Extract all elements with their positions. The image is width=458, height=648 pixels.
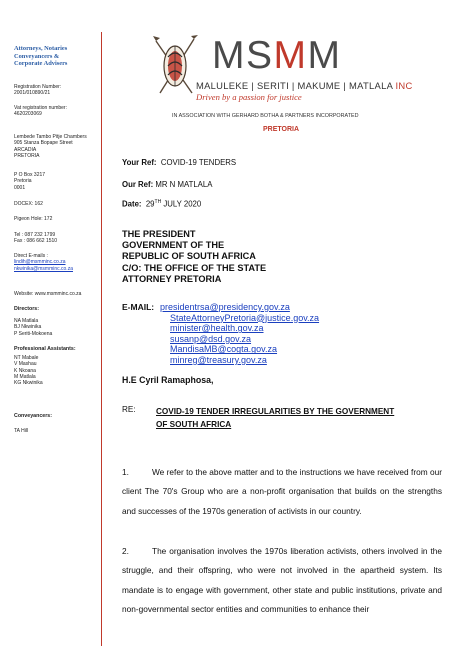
recipient-emails: [160, 302, 319, 366]
email-link[interactable]: MandisaMB@cogta.gov.za: [170, 344, 278, 355]
conveyancers-list: TA Hill: [14, 428, 29, 434]
pigeon-hole: Pigeon Hole: 172: [14, 216, 53, 222]
phone-block: Tel : 087 232 1799 Fax : 086 662 1510: [14, 232, 58, 245]
email-link[interactable]: minreg@treasury.gov.za: [170, 354, 267, 365]
conveyancers-heading: Conveyancers:: [14, 413, 52, 419]
vat-block: Vat registration number: 4620203069: [14, 105, 67, 118]
paragraph-2: 2. The organisation involves the 1970s liberation activists, others involved in the struggle, and their offspring, who were not involved in the apartheid system. Its mandate is to engage with government, other state and public institutions, private and non-governmental sector entities and communities to enhance their: [122, 546, 442, 614]
assistants-list: NT Mabale V Mashau K Nkoana M Matlala KG Nkwinika: [14, 355, 43, 387]
email-link[interactable]: minister@health.gov.za: [170, 323, 264, 334]
letter-date: Date: 29TH JULY 2020: [122, 199, 202, 209]
association-line: IN ASSOCIATION WITH GERHARD BOTHA & PARTNERS INCORPORATED: [172, 113, 359, 119]
email-label: E-MAIL:: [122, 302, 155, 312]
email-link[interactable]: nkwinika@msmminc.co.za: [14, 265, 73, 272]
letterhead-sidebar: [0, 0, 103, 648]
addressee-block: THE PRESIDENT GOVERNMENT OF THE REPUBLIC OF SOUTH AFRICA C/O: THE OFFICE OF THE STATE ATTORNEY PRETORIA: [122, 229, 267, 284]
directors-list: NA Matlala BJ Nkwinika P Seriti-Mokoena: [14, 318, 53, 337]
firm-type: Attorneys, Notaries Conveyancers & Corporate Advisers: [14, 45, 68, 68]
firm-logo: [150, 35, 450, 117]
email-link[interactable]: lindih@msmminc.co.za: [14, 259, 66, 266]
logo-partners: MALULEKE | SERITI | MAKUME | MATLALA INC: [196, 80, 413, 91]
registration-block: Registration Number: 2001/010890/21: [14, 84, 62, 97]
email-link[interactable]: susanp@dsd.gov.za: [170, 333, 252, 344]
postal-address: P O Box 3217 Pretoria 0001: [14, 172, 46, 191]
salutation: H.E Cyril Ramaphosa,: [122, 375, 214, 385]
logo-wordmark: MSMM: [212, 34, 342, 77]
email-link[interactable]: presidentrsa@presidency.gov.za: [160, 302, 290, 312]
assistants-heading: Professional Assistants:: [14, 346, 76, 352]
logo-tagline: Driven by a passion for justice: [196, 92, 302, 102]
email-link[interactable]: StateAttorneyPretoria@justice.gov.za: [170, 312, 320, 323]
office-city: PRETORIA: [263, 126, 300, 133]
directors-heading: Directors:: [14, 306, 40, 312]
street-address: Lembede Tambo Pitje Chambers 905 Stanza Bopape Street ARCADIA PRETORIA: [14, 134, 87, 159]
subject-label: RE:: [122, 405, 136, 414]
sidebar-divider: [101, 32, 102, 646]
paragraph-1: 1. We refer to the above matter and to the instructions we have received from our client The 70's Group who are a non-profit organisation that builds on the strengths and successes of the 1970s generation of activists in our country.: [122, 467, 442, 516]
your-ref: Your Ref: COVID-19 TENDERS: [122, 158, 237, 167]
website[interactable]: Website: www.msmminc.co.za: [14, 291, 82, 297]
our-ref: Our Ref: MR N MATLALA: [122, 180, 213, 189]
direct-emails: Direct E-mails : lindih@msmminc.co.za nkwinika@msmminc.co.za: [14, 253, 100, 272]
docex: DOCEX: 162: [14, 201, 43, 207]
subject-line: COVID-19 TENDER IRREGULARITIES BY THE GOVERNMENT OF SOUTH AFRICA: [156, 407, 395, 429]
